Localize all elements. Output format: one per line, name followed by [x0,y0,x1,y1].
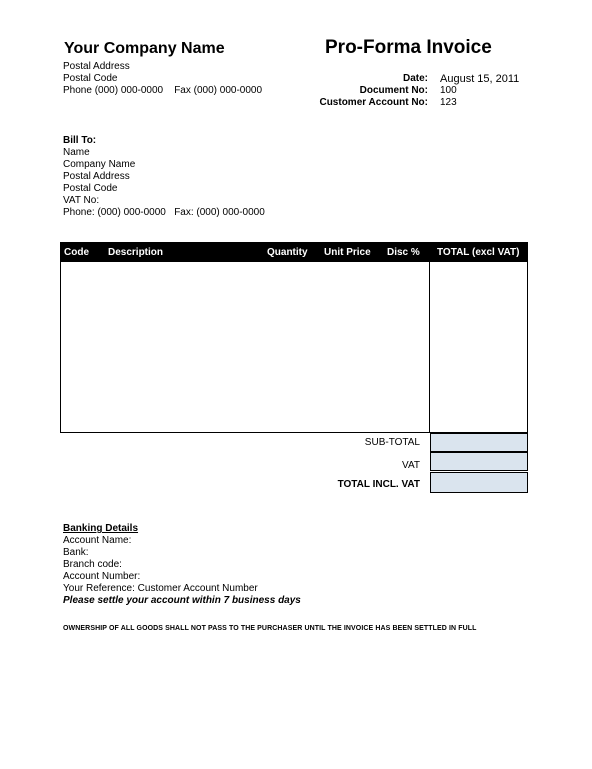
date-value: August 15, 2011 [440,73,520,85]
total-column-divider [429,262,430,433]
banking-details [63,523,301,607]
header-disc: Disc % [387,247,420,258]
vat-label: VAT [402,460,420,471]
company-name: Your Company Name [64,40,225,57]
banking-branch: Branch code: [63,559,122,570]
banking-bank: Bank: [63,547,89,558]
line-items-table [60,242,528,433]
date-label: Date: [402,73,428,84]
company-phone-fax: Phone (000) 000-0000 Fax (000) 000-0000 [63,85,263,96]
table-header [60,242,528,262]
company-details [63,61,262,97]
account-label: Customer Account No: [319,97,428,108]
header-total-excl-vat: TOTAL (excl VAT) [437,247,520,258]
settle-notice: Please settle your account within 7 business days [63,595,301,606]
document-value: 100 [440,85,457,96]
invoice-meta-values [440,73,519,109]
subtotal-label: SUB-TOTAL [364,437,420,448]
header-code: Code [64,247,89,258]
total-incl-vat-cell[interactable] [430,472,528,493]
banking-reference: Your Reference: Customer Account Number [63,583,258,594]
bill-to-name: Name [63,147,90,158]
bill-to-phone-fax: Phone: (000) 000-0000 Fax: (000) 000-0000 [63,207,265,218]
vat-cell[interactable] [430,452,528,471]
ownership-notice: OWNERSHIP OF ALL GOODS SHALL NOT PASS TO THE PURCHASER UNTIL THE INVOICE HAS BEEN SETTLED IN FULL [63,625,477,632]
banking-account-name: Account Name: [63,535,132,546]
document-label: Document No: [359,85,428,96]
header-description: Description [108,247,164,258]
bill-to-company: Company Name [63,159,136,170]
total-incl-vat-label: TOTAL INCL. VAT [337,479,420,490]
invoice-title: Pro-Forma Invoice [325,37,492,58]
header-quantity: Quantity [267,247,308,258]
company-postal-address: Postal Address [63,61,130,72]
invoice-meta-labels [300,73,428,109]
subtotal-cell[interactable] [430,433,528,452]
header-unit-price: Unit Price [324,247,371,258]
banking-account-number: Account Number: [63,571,141,582]
bill-to-vat: VAT No: [63,195,100,206]
bill-to-heading: Bill To: [63,135,97,146]
bill-to-postal-address: Postal Address [63,171,130,182]
bill-to-postal-code: Postal Code [63,183,118,194]
account-value: 123 [440,97,457,108]
company-postal-code: Postal Code [63,73,118,84]
banking-heading: Banking Details [63,523,139,534]
bill-to [63,135,265,219]
